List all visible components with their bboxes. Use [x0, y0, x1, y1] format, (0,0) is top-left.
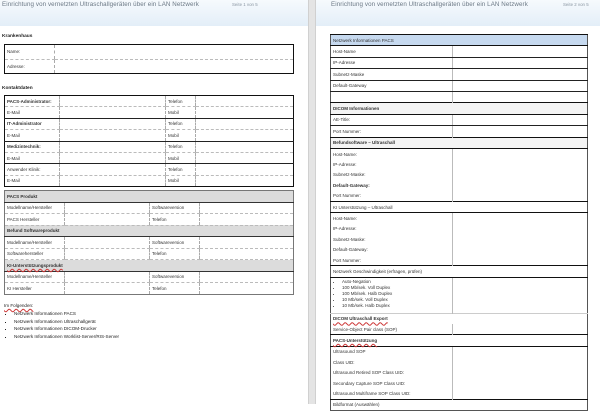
- kontaktdaten-table: [4, 95, 294, 187]
- section-header-row: [331, 335, 588, 346]
- modellname-field[interactable]: [65, 202, 150, 214]
- pacs-netzwerk-header: Netzwerk Informationen PACS: [331, 35, 588, 46]
- pacs-unterstuetzung-title: PACS-Unterstützung: [333, 338, 378, 344]
- list-item: ▪ Netzwerk Informationen DICOM-Drucker: [14, 325, 119, 333]
- page-number: Seite 1 von 5: [232, 2, 258, 7]
- mobil-field[interactable]: [196, 175, 294, 186]
- table-row: [331, 277, 588, 313]
- default-gateway-field[interactable]: [453, 80, 588, 91]
- telefon-label: Telefon: [150, 214, 200, 226]
- list-item: ▪ Netzwerk Informationen PACS: [14, 310, 119, 318]
- softwareversion-label: Softwareversion: [150, 271, 200, 283]
- host-name-label: Host-Name:: [333, 151, 358, 157]
- im-folgenden-label: Im Folgenden:: [4, 303, 34, 308]
- table-row: [331, 148, 588, 159]
- telefon-field[interactable]: [200, 248, 294, 260]
- list-item: ▪ Netzwerk Informationen Worklist-Server/RIS-Server: [14, 333, 119, 341]
- name-label: Name:: [5, 45, 55, 60]
- list-item[interactable]: • 10 Mb/sek. Halb Duplex: [342, 303, 450, 309]
- role-label: IT-Administrator: [5, 118, 60, 129]
- telefon-field[interactable]: [196, 141, 294, 152]
- ip-adresse-field[interactable]: [453, 57, 588, 68]
- table-row: [5, 59, 294, 74]
- pacs-unterstuetzung-field[interactable]: [453, 346, 588, 399]
- befundsoftware-header: Befundsoftware – Ultraschall: [331, 137, 588, 148]
- telefon-field[interactable]: [200, 214, 294, 226]
- telefon-label: Telefon: [166, 141, 196, 152]
- dicom-ultraschall-title: DICOM Ultraschall Export: [333, 316, 388, 322]
- subnetz-maske-label: Subnetz-Maske:: [333, 236, 366, 242]
- produkte-table: [4, 190, 294, 295]
- multiframe-sop-label: Ultrasound Multiframe SOP Class UID:: [333, 391, 411, 397]
- role-field[interactable]: [60, 141, 166, 152]
- pacs-produkt-header: PACS Produkt: [5, 191, 294, 203]
- sop-field[interactable]: [453, 324, 588, 335]
- table-row: [5, 283, 294, 295]
- telefon-label: Telefon: [166, 96, 196, 107]
- table-row: [5, 248, 294, 260]
- bildformat-header: Bildformat (Auswählen): [331, 399, 588, 410]
- role-label: PACS-Administrator:: [5, 96, 60, 107]
- section-header-row: [331, 266, 588, 277]
- softwareversion-label: Softwareversion: [150, 202, 200, 214]
- section-header-row: [5, 225, 294, 237]
- section-header-row: [331, 137, 588, 148]
- modellname-field[interactable]: [65, 271, 150, 283]
- mobil-label: Mobil: [166, 175, 196, 186]
- empty-cell: [453, 91, 588, 102]
- befund-produkt-header: Befund Softwareprodukt: [5, 225, 294, 237]
- section-header-row: [5, 191, 294, 203]
- mobil-label: Mobil: [166, 130, 196, 141]
- hersteller-label: KI Hersteller: [7, 285, 32, 291]
- list-item[interactable]: • Auto-Negation: [342, 279, 450, 285]
- role-field[interactable]: [60, 164, 166, 175]
- port-nummer-label: Port Nummer:: [333, 257, 362, 263]
- table-row: [5, 45, 294, 60]
- softwareversion-field[interactable]: [200, 237, 294, 249]
- default-gateway-label: Default-Gateway:: [333, 247, 368, 253]
- list-item: ▪ Netzwerk Informationen Ultraschallgerät: [14, 318, 119, 326]
- document-page-2: [316, 0, 600, 408]
- table-row: [331, 324, 588, 335]
- role-label: Anwender Klinik:: [5, 164, 60, 175]
- document-title: Einrichtung von vernetzten Ultraschallgeräten über ein LAN Netzwerk: [2, 1, 199, 8]
- email-field[interactable]: [60, 107, 166, 118]
- hersteller-label: PACS Hersteller: [5, 214, 65, 226]
- table-row: [331, 346, 588, 357]
- hersteller-field[interactable]: [65, 283, 150, 295]
- softwareversion-field[interactable]: [200, 202, 294, 214]
- ae-title-label: AE-Title:: [331, 114, 453, 125]
- softwareversion-label: Softwareversion: [150, 237, 200, 249]
- page-header: [316, 0, 600, 26]
- sop-label: Service-Object Pair class (SOP): [333, 326, 398, 332]
- host-name-label: Host-Name:: [333, 215, 358, 221]
- default-gateway-label: Default-Gateway: [331, 80, 453, 91]
- table-row: [331, 80, 588, 91]
- ki-produkt-title: KI-Unterstützungsprodukt: [7, 262, 63, 268]
- telefon-field[interactable]: [196, 118, 294, 129]
- table-row: [331, 91, 588, 102]
- krankenhaus-table: [4, 44, 294, 74]
- adresse-field[interactable]: [55, 59, 294, 74]
- table-row: [5, 164, 294, 175]
- section-header-row: [331, 399, 588, 410]
- class-uid-label: Class UID:: [333, 359, 355, 365]
- telefon-field[interactable]: [196, 96, 294, 107]
- table-row: [331, 57, 588, 68]
- pacs-unterstuetzung-header: [331, 335, 588, 346]
- modellname-label: Modellname/Hersteller: [5, 271, 65, 283]
- ki-produkt-header: [5, 260, 294, 272]
- adresse-label: Adresse:: [7, 63, 25, 69]
- page-divider: [308, 0, 316, 404]
- hersteller-label: Softwarehersteller: [5, 248, 65, 260]
- ae-title-field[interactable]: [453, 114, 588, 125]
- list-item[interactable]: • 10 Mb/sek. Voll Duplex: [342, 297, 450, 303]
- secondary-capture-label: Secondary Capture SOP Class UID:: [333, 380, 406, 386]
- table-row: [331, 213, 588, 224]
- section-header-row: [331, 35, 588, 46]
- port-nummer-label: Port Nummer:: [333, 128, 362, 134]
- section-header-row: [5, 260, 294, 272]
- host-name-field[interactable]: [453, 46, 588, 57]
- table-row: [5, 237, 294, 249]
- port-nummer-label: Port Nummer:: [333, 193, 362, 199]
- table-row: [331, 46, 588, 57]
- email-label: E-Mail: [5, 130, 60, 141]
- ip-adresse-label: IP-Adresse:: [333, 161, 357, 167]
- email-field[interactable]: [60, 175, 166, 186]
- list-item[interactable]: • 100 Mb/sek. Voll Duplex: [342, 285, 450, 291]
- netzwerk-geschwindigkeit-header: Netzwerk Geschwindigkeit (erfragen, prüfen): [331, 266, 588, 277]
- table-row: [5, 271, 294, 283]
- softwareversion-field[interactable]: [200, 271, 294, 283]
- table-row: [5, 152, 294, 163]
- mobil-field[interactable]: [196, 107, 294, 118]
- ki-unterstuetzung-header: KI Unterstützung – Ultraschall: [331, 201, 588, 212]
- section-header-row: [331, 103, 588, 114]
- retired-sop-label: Ultrasound Retired SOP Class UID:: [333, 370, 404, 376]
- table-row: [5, 130, 294, 141]
- telefon-field[interactable]: [200, 283, 294, 295]
- speed-options-list: [333, 279, 450, 310]
- list-item[interactable]: • 100 Mb/sek. Halb Duplex: [342, 291, 450, 297]
- telefon-label: Telefon: [166, 118, 196, 129]
- section-header-row: [331, 201, 588, 212]
- im-folgenden-list: [4, 310, 119, 340]
- mobil-label: Mobil: [166, 152, 196, 163]
- netzwerk-table: [330, 34, 588, 411]
- section-header-row: [331, 313, 588, 324]
- table-row: [331, 114, 588, 125]
- table-row: [5, 202, 294, 214]
- ultrasound-sop-label: Ultrasound SOP: [333, 349, 366, 355]
- mobil-field[interactable]: [196, 152, 294, 163]
- telefon-field[interactable]: [196, 164, 294, 175]
- email-label: E-Mail: [5, 152, 60, 163]
- name-field[interactable]: [55, 45, 294, 60]
- mobil-label: Mobil: [166, 107, 196, 118]
- kontaktdaten-label: Kontaktdaten: [2, 86, 33, 91]
- table-row: [5, 214, 294, 226]
- modellname-label: Modellname/Hersteller: [5, 237, 65, 249]
- hersteller-field[interactable]: [65, 214, 150, 226]
- email-field[interactable]: [60, 152, 166, 163]
- krankenhaus-label: Krankenhaus: [2, 34, 33, 39]
- role-field[interactable]: [60, 96, 166, 107]
- mobil-field[interactable]: [196, 130, 294, 141]
- default-gateway-label: Default-Gateway:: [333, 182, 370, 188]
- telefon-label: Telefon: [150, 248, 200, 260]
- page-number: Seite 2 von 5: [563, 2, 589, 7]
- table-row: [331, 69, 588, 80]
- email-label: E-Mail: [5, 107, 60, 118]
- modellname-label: Modellname/Hersteller: [5, 202, 65, 214]
- document-title: Einrichtung von vernetzten Ultraschallgeräten über ein LAN Netzwerk: [331, 1, 528, 8]
- ip-adresse-label: IP-Adresse: [331, 57, 453, 68]
- ip-adresse-label: IP-Adresse:: [333, 226, 357, 232]
- subnetz-maske-label: Subnetz-Maske:: [333, 172, 366, 178]
- table-row: [5, 96, 294, 107]
- role-field[interactable]: [60, 118, 166, 129]
- subnetz-maske-label: Subnetz-Maske: [331, 69, 453, 80]
- speed-field[interactable]: [453, 277, 588, 313]
- telefon-label: Telefon: [166, 164, 196, 175]
- port-nummer-field[interactable]: [453, 126, 588, 137]
- speed-options-cell: [331, 277, 453, 313]
- table-row: [5, 175, 294, 186]
- telefon-label: Telefon: [150, 283, 200, 295]
- befundsoftware-field[interactable]: [453, 148, 588, 201]
- ki-unterstuetzung-field[interactable]: [453, 213, 588, 266]
- table-row: [5, 141, 294, 152]
- modellname-field[interactable]: [65, 237, 150, 249]
- hersteller-field[interactable]: [65, 248, 150, 260]
- role-label: Medizintechnik:: [5, 141, 60, 152]
- table-row: [5, 107, 294, 118]
- im-folgenden-section: [4, 303, 119, 340]
- table-row: [331, 126, 588, 137]
- email-field[interactable]: [60, 130, 166, 141]
- dicom-informationen-header: DICOM Informationen: [331, 103, 588, 114]
- subnetz-maske-field[interactable]: [453, 69, 588, 80]
- dicom-ultraschall-header: [331, 313, 588, 324]
- email-label: E-Mail: [7, 178, 20, 184]
- host-name-label: Host-Name: [331, 46, 453, 57]
- table-row: [5, 118, 294, 129]
- page-header: [0, 0, 308, 26]
